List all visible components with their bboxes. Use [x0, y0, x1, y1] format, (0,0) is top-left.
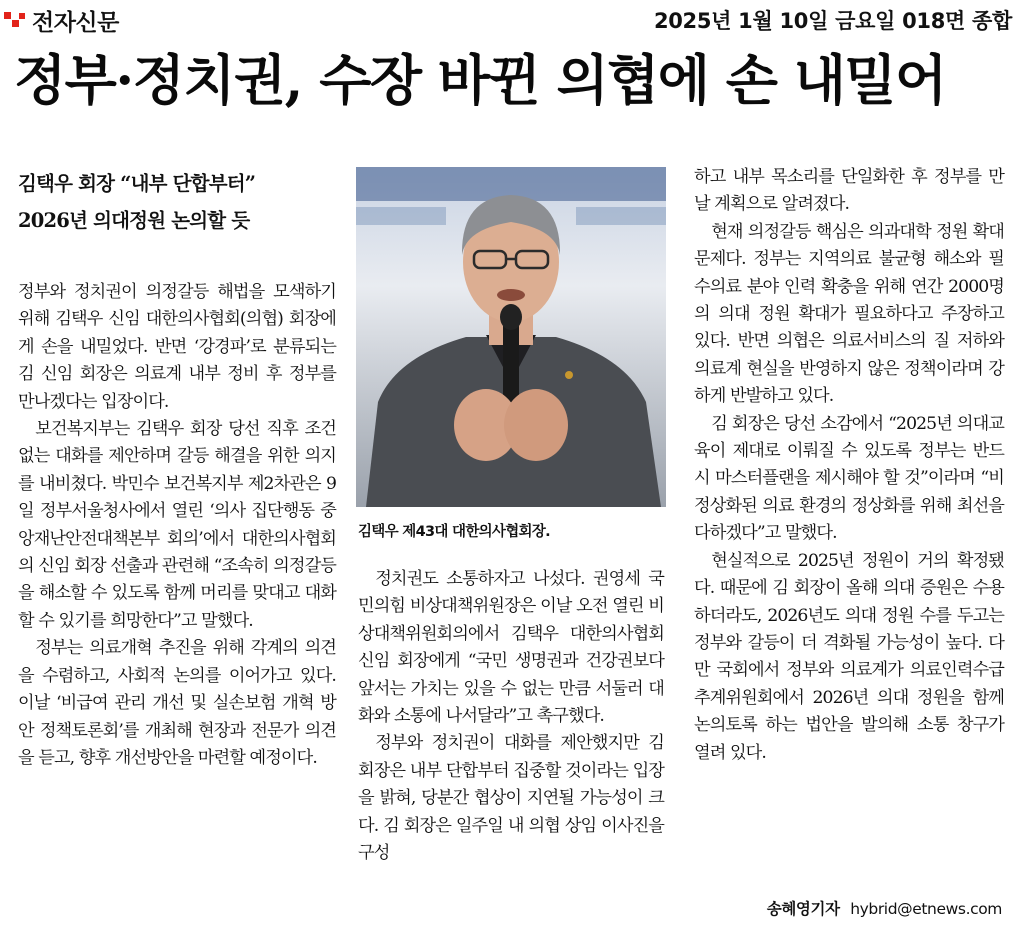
reporter-name: 송혜영기자 — [766, 900, 840, 918]
subheadline-line-1: 김택우 회장 “내부 단합부터” — [18, 172, 256, 195]
news-photo — [356, 167, 666, 507]
paragraph: 정치권도 소통하자고 나섰다. 권영세 국민의힘 비상대책위원장은 이날 오전 열린 비상대책위원회의에서 김택우 대한의사협회 신임 회장에게 “국민 생명권과 건강권보다 앞서는 가치는 있을 수 없는 만큼 서둘러 대화와 소통에 나서달라”고 촉구했다. — [358, 569, 664, 727]
article-column-1 — [18, 279, 336, 772]
paragraph: 현재 의정갈등 핵심은 의과대학 정원 확대 문제다. 정부는 지역의료 불균형 해소와 필수의료 분야 인력 확충을 위해 연간 2000명의 의대 정원 확대가 필요하다고 주장하고 있다. 반면 의협은 의료서비스의 질 저하와 의료계 현실을 반영하지 않은 정책이라며 강하게 반발하고 있다. — [694, 221, 1004, 407]
portrait-illustration — [356, 167, 666, 507]
article-column-3 — [694, 164, 1004, 767]
paragraph: 정부와 정치권이 대화를 제안했지만 김 회장은 내부 단합부터 집중할 것이라는 입장을 밝혀, 당분간 협상이 지연될 가능성이 크다. 김 회장은 일주일 내 의협 상임 이사진을 구성 — [358, 733, 664, 864]
byline — [767, 897, 1002, 919]
article-column-2 — [358, 566, 664, 867]
photo-caption: 김택우 제43대 대한의사협회장. — [358, 524, 550, 540]
headline: 정부·정치권, 수장 바뀐 의협에 손 내밀어 — [14, 48, 946, 112]
newspaper-logo[interactable] — [4, 4, 119, 37]
logo-mark-icon — [4, 10, 26, 32]
paragraph: 보건복지부는 김택우 회장 당선 직후 조건 없는 대화를 제안하며 갈등 해결을 위한 의지를 내비쳤다. 박민수 보건복지부 제2차관은 9일 정부서울청사에서 열린 ‘의사 집단행동 중앙재난안전대책본부 회의’에서 대한의사협회의 신임 회장 선출과 관련해 “조속히 의정갈등을 해소할 수 있도록 함께 머리를 맞대고 대화할 수 있기를 희망한다”고 말했다. — [18, 419, 336, 631]
subheadline — [18, 165, 338, 239]
logo-text: 전자신문 — [32, 10, 119, 36]
paragraph: 하고 내부 목소리를 단일화한 후 정부를 만날 계획으로 알려졌다. — [694, 167, 1004, 215]
paragraph: 김 회장은 당선 소감에서 “2025년 의대교육이 제대로 이뤄질 수 있도록 정부는 반드시 마스터플랜을 제시해야 할 것”이라며 “비정상화된 의료 환경의 정상화를 위해 최선을 다하겠다”고 말했다. — [694, 413, 1004, 544]
edition-date: 2025년 1월 10일 금요일 018면 종합 — [653, 9, 1012, 33]
subheadline-line-2: 2026년 의대정원 논의할 듯 — [18, 209, 250, 232]
paragraph: 현실적으로 2025년 정원이 거의 확정됐다. 때문에 김 회장이 올해 의대 증원은 수용하더라도, 2026년도 의대 정원 수를 두고는 정부와 갈등이 더 격화될 가능성이 높다. 다만 국회에서 정부와 의료계가 의료인력수급추계위원회에서 2026년 의대 정원을 함께 논의토록 하는 법안을 발의해 소통 창구가 열려 있다. — [694, 550, 1004, 763]
paragraph: 정부와 정치권이 의정갈등 해법을 모색하기 위해 김택우 신임 대한의사협회(의협) 회장에게 손을 내밀었다. 반면 ‘강경파’로 분류되는 김 신임 회장은 의료계 내부 정비 후 정부를 만나겠다는 입장이다. — [18, 282, 336, 412]
masthead — [0, 0, 1024, 40]
reporter-email[interactable]: hybrid@etnews.com — [850, 900, 1002, 918]
paragraph: 정부는 의료개혁 추진을 위해 각계의 의견을 수렴하고, 사회적 논의를 이어가고 있다. 이날 ‘비급여 관리 개선 및 실손보험 개혁 방안 정책토론회’를 개최해 현장과 전문가 의견을 듣고, 향후 개선방안을 마련할 예정이다. — [18, 638, 336, 768]
